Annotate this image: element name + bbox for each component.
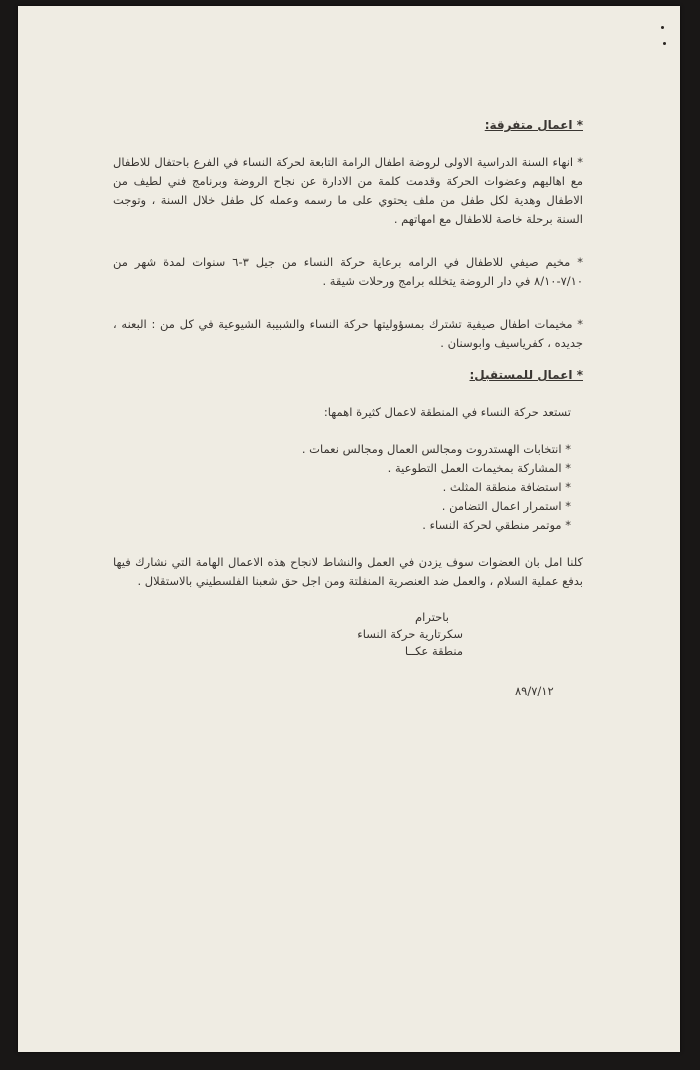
punch-hole bbox=[663, 42, 666, 45]
list-item: * استمرار اعمال التضامن . bbox=[441, 499, 571, 513]
signature-block bbox=[113, 609, 583, 660]
document-date: ٨٩/٧/١٢ bbox=[515, 684, 554, 698]
section-heading-misc: * اعمال متفرقة: bbox=[484, 118, 583, 132]
paragraph-children-camps: * مخيمات اطفال صيفية تشترك بمسؤوليتها حركة النساء والشبيبة الشيوعية في كل من : البعنه ، جديده ، كفرياسيف وابوسنان . bbox=[113, 317, 583, 350]
letter-body bbox=[113, 116, 583, 701]
closing-paragraph: كلنا امل بان العضوات سوف يزدن في العمل والنشاط لانجاح هذه الاعمال الهامة التي نشارك فيها بدفع عملية السلام ، والعمل ضد العنصرية المنفلتة ومن اجل حق شعبنا الفلسطيني بالاستقلال . bbox=[113, 555, 583, 588]
section-heading-future: * اعمال للمستقبل: bbox=[469, 368, 583, 382]
signature-region: منطقة عكــا bbox=[404, 644, 463, 658]
list-item: * استضافة منطقة المثلث . bbox=[442, 480, 571, 494]
list-item: * انتخابات الهستدروت ومجالس العمال ومجالس نعمات . bbox=[301, 442, 571, 456]
future-intro: تستعد حركة النساء في المنطقة لاعمال كثيرة اهمها: bbox=[323, 405, 571, 419]
paragraph-summer-camp: * مخيم صيفي للاطفال في الرامه برعاية حركة النساء من جيل ٣-٦ سنوات لمدة شهر من ٧/١٠-٨/١٠ في دار الروضة يتخلله برامج ورحلات شيقة . bbox=[113, 255, 583, 288]
document-sheet bbox=[18, 6, 680, 1052]
list-item: * المشاركة بمخيمات العمل التطوعية . bbox=[387, 461, 571, 475]
punch-hole bbox=[661, 26, 664, 29]
future-list bbox=[113, 440, 583, 535]
signature-greeting: باحترام bbox=[415, 610, 449, 624]
list-item: * موتمر منطقي لحركة النساء . bbox=[422, 518, 571, 532]
signature-org: سكرتارية حركة النساء bbox=[357, 627, 463, 641]
paragraph-kindergarten: * انهاء السنة الدراسية الاولى لروضة اطفال الرامة التابعة لحركة النساء في الفرع باحتفال للاطفال مع اهاليهم وعضوات الحركة وقدمت كلمة من الادارة عن نجاح الروضة وبرنامج فني لطيف من الاطفال وهدية لكل طفل من ملف يحتوي على ما رسمه وعمله كل طفل خلال السنة ، وتوجت السنة برحلة خاصة للاطفال مع امهاتهم . bbox=[113, 155, 583, 226]
